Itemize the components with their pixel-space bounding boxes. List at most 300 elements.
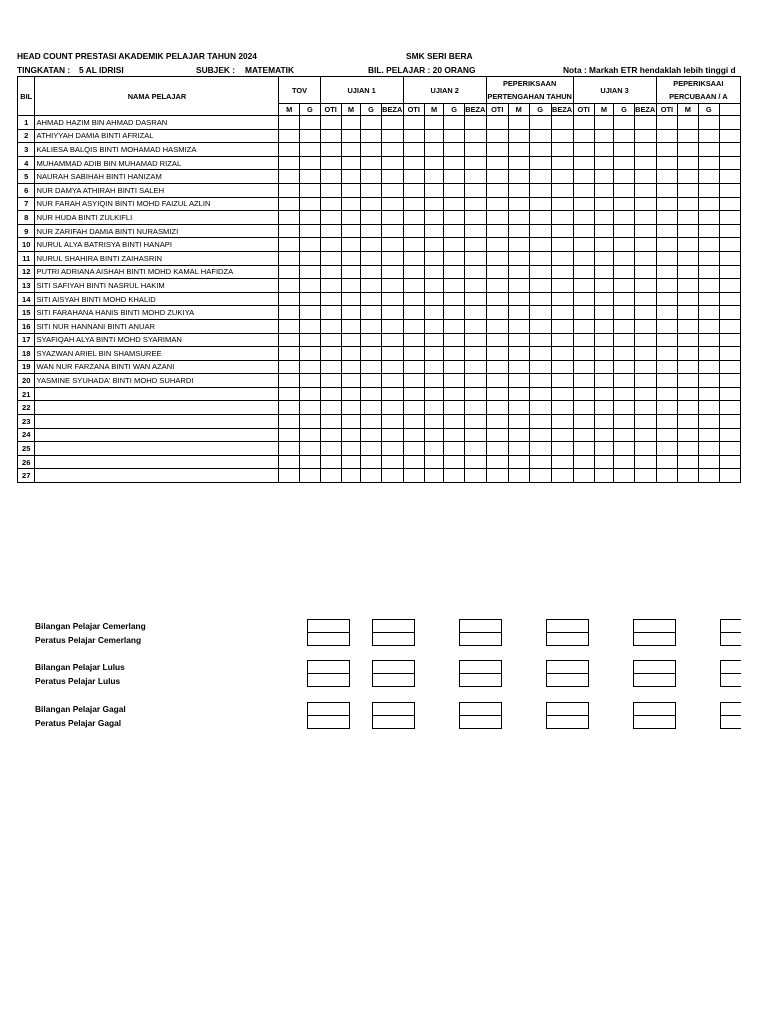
mark-cell[interactable] [341, 211, 361, 225]
summary-value-box[interactable] [372, 660, 415, 687]
mark-cell[interactable] [719, 333, 740, 347]
mark-cell[interactable] [719, 306, 740, 320]
mark-cell[interactable] [634, 197, 656, 211]
mark-cell[interactable] [381, 211, 403, 225]
mark-cell[interactable] [508, 387, 529, 401]
mark-cell[interactable] [341, 183, 361, 197]
mark-cell[interactable] [551, 211, 573, 225]
mark-cell[interactable] [381, 428, 403, 442]
mark-cell[interactable] [403, 183, 424, 197]
mark-cell[interactable] [486, 129, 508, 143]
mark-cell[interactable] [381, 319, 403, 333]
mark-cell[interactable] [634, 428, 656, 442]
mark-cell[interactable] [678, 401, 698, 415]
mark-cell[interactable] [656, 170, 678, 184]
mark-cell[interactable] [486, 211, 508, 225]
mark-cell[interactable] [719, 211, 740, 225]
mark-cell[interactable] [424, 374, 444, 388]
mark-cell[interactable] [529, 224, 551, 238]
summary-value-box[interactable] [720, 619, 741, 646]
mark-cell[interactable] [508, 238, 529, 252]
mark-cell[interactable] [551, 455, 573, 469]
summary-value-box[interactable] [633, 660, 676, 687]
summary-value-box[interactable] [546, 702, 589, 729]
mark-cell[interactable] [279, 197, 300, 211]
mark-cell[interactable] [719, 442, 740, 456]
mark-cell[interactable] [464, 455, 486, 469]
mark-cell[interactable] [678, 360, 698, 374]
mark-cell[interactable] [656, 211, 678, 225]
mark-cell[interactable] [486, 401, 508, 415]
mark-cell[interactable] [508, 333, 529, 347]
mark-cell[interactable] [464, 442, 486, 456]
mark-cell[interactable] [320, 387, 341, 401]
mark-cell[interactable] [634, 156, 656, 170]
mark-cell[interactable] [341, 224, 361, 238]
mark-cell[interactable] [678, 319, 698, 333]
mark-cell[interactable] [300, 319, 321, 333]
mark-cell[interactable] [719, 401, 740, 415]
mark-cell[interactable] [279, 238, 300, 252]
mark-cell[interactable] [594, 442, 614, 456]
mark-cell[interactable] [551, 265, 573, 279]
mark-cell[interactable] [698, 211, 719, 225]
mark-cell[interactable] [573, 333, 594, 347]
mark-cell[interactable] [403, 455, 424, 469]
mark-cell[interactable] [279, 387, 300, 401]
mark-cell[interactable] [444, 455, 464, 469]
mark-cell[interactable] [279, 116, 300, 130]
mark-cell[interactable] [444, 347, 464, 361]
mark-cell[interactable] [341, 360, 361, 374]
mark-cell[interactable] [508, 401, 529, 415]
summary-value-box[interactable] [459, 619, 502, 646]
mark-cell[interactable] [634, 442, 656, 456]
mark-cell[interactable] [614, 170, 634, 184]
mark-cell[interactable] [279, 374, 300, 388]
mark-cell[interactable] [698, 306, 719, 320]
mark-cell[interactable] [678, 211, 698, 225]
mark-cell[interactable] [361, 265, 381, 279]
mark-cell[interactable] [678, 116, 698, 130]
mark-cell[interactable] [698, 292, 719, 306]
mark-cell[interactable] [573, 143, 594, 157]
mark-cell[interactable] [361, 455, 381, 469]
mark-cell[interactable] [381, 197, 403, 211]
mark-cell[interactable] [464, 347, 486, 361]
mark-cell[interactable] [656, 360, 678, 374]
mark-cell[interactable] [381, 129, 403, 143]
mark-cell[interactable] [381, 170, 403, 184]
mark-cell[interactable] [464, 238, 486, 252]
mark-cell[interactable] [424, 238, 444, 252]
mark-cell[interactable] [508, 415, 529, 429]
mark-cell[interactable] [594, 333, 614, 347]
mark-cell[interactable] [656, 251, 678, 265]
mark-cell[interactable] [320, 211, 341, 225]
mark-cell[interactable] [279, 251, 300, 265]
mark-cell[interactable] [320, 469, 341, 483]
mark-cell[interactable] [320, 143, 341, 157]
mark-cell[interactable] [320, 156, 341, 170]
summary-value-box[interactable] [546, 660, 589, 687]
mark-cell[interactable] [634, 170, 656, 184]
mark-cell[interactable] [656, 401, 678, 415]
mark-cell[interactable] [678, 279, 698, 293]
mark-cell[interactable] [719, 360, 740, 374]
mark-cell[interactable] [300, 197, 321, 211]
mark-cell[interactable] [444, 211, 464, 225]
mark-cell[interactable] [381, 183, 403, 197]
mark-cell[interactable] [634, 143, 656, 157]
mark-cell[interactable] [508, 374, 529, 388]
summary-value-box[interactable] [372, 702, 415, 729]
mark-cell[interactable] [381, 292, 403, 306]
mark-cell[interactable] [551, 197, 573, 211]
mark-cell[interactable] [508, 360, 529, 374]
mark-cell[interactable] [361, 333, 381, 347]
mark-cell[interactable] [279, 333, 300, 347]
mark-cell[interactable] [678, 387, 698, 401]
mark-cell[interactable] [529, 143, 551, 157]
mark-cell[interactable] [656, 306, 678, 320]
mark-cell[interactable] [529, 469, 551, 483]
mark-cell[interactable] [551, 156, 573, 170]
mark-cell[interactable] [320, 224, 341, 238]
mark-cell[interactable] [300, 251, 321, 265]
mark-cell[interactable] [529, 347, 551, 361]
mark-cell[interactable] [508, 143, 529, 157]
mark-cell[interactable] [361, 170, 381, 184]
mark-cell[interactable] [444, 469, 464, 483]
mark-cell[interactable] [320, 374, 341, 388]
mark-cell[interactable] [444, 224, 464, 238]
mark-cell[interactable] [320, 319, 341, 333]
mark-cell[interactable] [573, 387, 594, 401]
mark-cell[interactable] [300, 265, 321, 279]
mark-cell[interactable] [594, 279, 614, 293]
mark-cell[interactable] [486, 469, 508, 483]
mark-cell[interactable] [341, 279, 361, 293]
mark-cell[interactable] [678, 156, 698, 170]
mark-cell[interactable] [614, 279, 634, 293]
mark-cell[interactable] [634, 455, 656, 469]
mark-cell[interactable] [444, 333, 464, 347]
mark-cell[interactable] [320, 170, 341, 184]
mark-cell[interactable] [403, 442, 424, 456]
mark-cell[interactable] [361, 224, 381, 238]
mark-cell[interactable] [656, 265, 678, 279]
mark-cell[interactable] [698, 129, 719, 143]
mark-cell[interactable] [279, 319, 300, 333]
mark-cell[interactable] [444, 143, 464, 157]
mark-cell[interactable] [614, 238, 634, 252]
mark-cell[interactable] [300, 415, 321, 429]
mark-cell[interactable] [551, 251, 573, 265]
mark-cell[interactable] [424, 442, 444, 456]
mark-cell[interactable] [634, 319, 656, 333]
mark-cell[interactable] [444, 265, 464, 279]
mark-cell[interactable] [573, 319, 594, 333]
mark-cell[interactable] [341, 319, 361, 333]
mark-cell[interactable] [403, 238, 424, 252]
mark-cell[interactable] [424, 319, 444, 333]
mark-cell[interactable] [279, 455, 300, 469]
mark-cell[interactable] [614, 129, 634, 143]
mark-cell[interactable] [573, 292, 594, 306]
mark-cell[interactable] [464, 116, 486, 130]
mark-cell[interactable] [551, 333, 573, 347]
mark-cell[interactable] [529, 333, 551, 347]
mark-cell[interactable] [300, 211, 321, 225]
mark-cell[interactable] [698, 442, 719, 456]
mark-cell[interactable] [678, 374, 698, 388]
mark-cell[interactable] [594, 455, 614, 469]
mark-cell[interactable] [719, 224, 740, 238]
mark-cell[interactable] [486, 170, 508, 184]
mark-cell[interactable] [508, 469, 529, 483]
mark-cell[interactable] [300, 183, 321, 197]
mark-cell[interactable] [573, 265, 594, 279]
mark-cell[interactable] [341, 415, 361, 429]
mark-cell[interactable] [508, 197, 529, 211]
mark-cell[interactable] [614, 415, 634, 429]
mark-cell[interactable] [320, 442, 341, 456]
mark-cell[interactable] [551, 347, 573, 361]
mark-cell[interactable] [444, 428, 464, 442]
mark-cell[interactable] [361, 197, 381, 211]
mark-cell[interactable] [444, 306, 464, 320]
mark-cell[interactable] [320, 455, 341, 469]
mark-cell[interactable] [279, 360, 300, 374]
mark-cell[interactable] [320, 292, 341, 306]
mark-cell[interactable] [341, 442, 361, 456]
mark-cell[interactable] [486, 306, 508, 320]
mark-cell[interactable] [551, 224, 573, 238]
mark-cell[interactable] [634, 374, 656, 388]
mark-cell[interactable] [551, 469, 573, 483]
mark-cell[interactable] [279, 224, 300, 238]
mark-cell[interactable] [464, 211, 486, 225]
mark-cell[interactable] [573, 238, 594, 252]
mark-cell[interactable] [444, 116, 464, 130]
mark-cell[interactable] [719, 347, 740, 361]
mark-cell[interactable] [656, 279, 678, 293]
mark-cell[interactable] [529, 129, 551, 143]
mark-cell[interactable] [279, 156, 300, 170]
mark-cell[interactable] [381, 143, 403, 157]
summary-value-box[interactable] [459, 660, 502, 687]
mark-cell[interactable] [486, 143, 508, 157]
mark-cell[interactable] [508, 292, 529, 306]
mark-cell[interactable] [698, 143, 719, 157]
mark-cell[interactable] [529, 401, 551, 415]
mark-cell[interactable] [361, 469, 381, 483]
mark-cell[interactable] [594, 143, 614, 157]
mark-cell[interactable] [341, 238, 361, 252]
mark-cell[interactable] [719, 387, 740, 401]
mark-cell[interactable] [279, 265, 300, 279]
mark-cell[interactable] [361, 360, 381, 374]
mark-cell[interactable] [594, 415, 614, 429]
mark-cell[interactable] [656, 238, 678, 252]
mark-cell[interactable] [634, 251, 656, 265]
mark-cell[interactable] [320, 347, 341, 361]
mark-cell[interactable] [381, 442, 403, 456]
mark-cell[interactable] [529, 306, 551, 320]
mark-cell[interactable] [656, 183, 678, 197]
mark-cell[interactable] [486, 265, 508, 279]
mark-cell[interactable] [279, 401, 300, 415]
mark-cell[interactable] [678, 238, 698, 252]
mark-cell[interactable] [698, 387, 719, 401]
mark-cell[interactable] [279, 170, 300, 184]
mark-cell[interactable] [403, 333, 424, 347]
mark-cell[interactable] [381, 306, 403, 320]
mark-cell[interactable] [320, 265, 341, 279]
mark-cell[interactable] [300, 347, 321, 361]
mark-cell[interactable] [464, 428, 486, 442]
mark-cell[interactable] [424, 279, 444, 293]
mark-cell[interactable] [381, 469, 403, 483]
mark-cell[interactable] [573, 116, 594, 130]
mark-cell[interactable] [486, 387, 508, 401]
mark-cell[interactable] [678, 224, 698, 238]
mark-cell[interactable] [361, 292, 381, 306]
mark-cell[interactable] [508, 347, 529, 361]
mark-cell[interactable] [320, 238, 341, 252]
mark-cell[interactable] [614, 347, 634, 361]
mark-cell[interactable] [614, 360, 634, 374]
mark-cell[interactable] [444, 319, 464, 333]
mark-cell[interactable] [614, 143, 634, 157]
mark-cell[interactable] [551, 360, 573, 374]
mark-cell[interactable] [279, 279, 300, 293]
mark-cell[interactable] [698, 374, 719, 388]
mark-cell[interactable] [573, 347, 594, 361]
mark-cell[interactable] [444, 251, 464, 265]
summary-value-box[interactable] [307, 619, 350, 646]
mark-cell[interactable] [573, 156, 594, 170]
mark-cell[interactable] [320, 306, 341, 320]
mark-cell[interactable] [614, 292, 634, 306]
mark-cell[interactable] [678, 428, 698, 442]
mark-cell[interactable] [486, 238, 508, 252]
mark-cell[interactable] [529, 415, 551, 429]
mark-cell[interactable] [403, 374, 424, 388]
mark-cell[interactable] [551, 279, 573, 293]
mark-cell[interactable] [594, 469, 614, 483]
mark-cell[interactable] [698, 238, 719, 252]
mark-cell[interactable] [594, 292, 614, 306]
mark-cell[interactable] [341, 143, 361, 157]
mark-cell[interactable] [594, 156, 614, 170]
mark-cell[interactable] [614, 183, 634, 197]
mark-cell[interactable] [320, 251, 341, 265]
mark-cell[interactable] [551, 129, 573, 143]
mark-cell[interactable] [551, 401, 573, 415]
mark-cell[interactable] [656, 387, 678, 401]
mark-cell[interactable] [678, 333, 698, 347]
mark-cell[interactable] [464, 170, 486, 184]
mark-cell[interactable] [698, 156, 719, 170]
mark-cell[interactable] [678, 347, 698, 361]
mark-cell[interactable] [424, 211, 444, 225]
mark-cell[interactable] [444, 279, 464, 293]
mark-cell[interactable] [529, 319, 551, 333]
mark-cell[interactable] [464, 306, 486, 320]
mark-cell[interactable] [594, 197, 614, 211]
mark-cell[interactable] [424, 170, 444, 184]
mark-cell[interactable] [719, 455, 740, 469]
mark-cell[interactable] [551, 374, 573, 388]
mark-cell[interactable] [381, 224, 403, 238]
mark-cell[interactable] [361, 428, 381, 442]
mark-cell[interactable] [508, 183, 529, 197]
mark-cell[interactable] [464, 143, 486, 157]
mark-cell[interactable] [464, 319, 486, 333]
mark-cell[interactable] [551, 143, 573, 157]
mark-cell[interactable] [361, 183, 381, 197]
mark-cell[interactable] [594, 224, 614, 238]
mark-cell[interactable] [403, 265, 424, 279]
mark-cell[interactable] [403, 224, 424, 238]
mark-cell[interactable] [656, 224, 678, 238]
mark-cell[interactable] [444, 360, 464, 374]
mark-cell[interactable] [594, 387, 614, 401]
mark-cell[interactable] [464, 360, 486, 374]
mark-cell[interactable] [341, 292, 361, 306]
mark-cell[interactable] [300, 428, 321, 442]
mark-cell[interactable] [403, 279, 424, 293]
mark-cell[interactable] [486, 197, 508, 211]
mark-cell[interactable] [678, 183, 698, 197]
mark-cell[interactable] [719, 428, 740, 442]
mark-cell[interactable] [508, 224, 529, 238]
mark-cell[interactable] [614, 224, 634, 238]
mark-cell[interactable] [508, 319, 529, 333]
mark-cell[interactable] [551, 428, 573, 442]
mark-cell[interactable] [361, 238, 381, 252]
mark-cell[interactable] [614, 401, 634, 415]
mark-cell[interactable] [573, 211, 594, 225]
mark-cell[interactable] [279, 469, 300, 483]
mark-cell[interactable] [486, 415, 508, 429]
mark-cell[interactable] [424, 116, 444, 130]
mark-cell[interactable] [300, 360, 321, 374]
mark-cell[interactable] [551, 183, 573, 197]
mark-cell[interactable] [361, 415, 381, 429]
mark-cell[interactable] [361, 143, 381, 157]
mark-cell[interactable] [634, 183, 656, 197]
mark-cell[interactable] [508, 129, 529, 143]
mark-cell[interactable] [300, 224, 321, 238]
mark-cell[interactable] [719, 292, 740, 306]
mark-cell[interactable] [614, 306, 634, 320]
mark-cell[interactable] [508, 170, 529, 184]
mark-cell[interactable] [551, 116, 573, 130]
mark-cell[interactable] [656, 442, 678, 456]
mark-cell[interactable] [656, 319, 678, 333]
mark-cell[interactable] [634, 401, 656, 415]
mark-cell[interactable] [634, 360, 656, 374]
mark-cell[interactable] [279, 129, 300, 143]
mark-cell[interactable] [403, 347, 424, 361]
mark-cell[interactable] [719, 183, 740, 197]
mark-cell[interactable] [381, 333, 403, 347]
mark-cell[interactable] [300, 306, 321, 320]
mark-cell[interactable] [444, 374, 464, 388]
